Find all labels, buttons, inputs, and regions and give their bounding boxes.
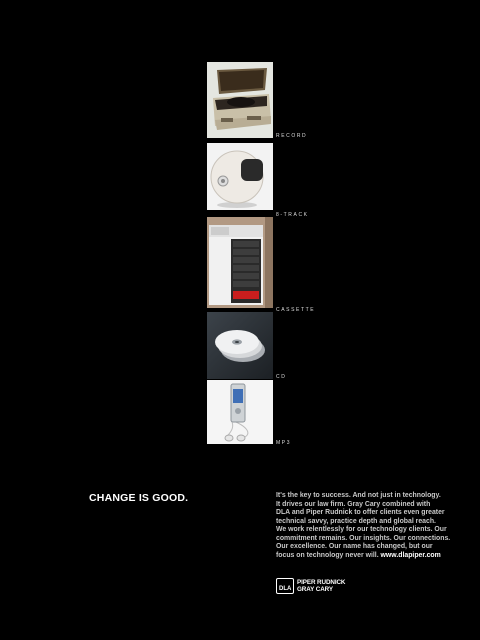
body-line: DLA and Piper Rudnick to offer clients even greater [276,509,445,517]
logo-line-2: GRAY CARY [297,586,333,593]
body-line: We work relentlessly for our technology clients. Our [276,526,447,534]
body-line: technical savvy, practice depth and global reach. [276,517,436,525]
mp3-player-photo [207,380,273,444]
body-line: It's the key to success. And not just in technology. [276,492,441,499]
body-line: It drives our law firm. Gray Cary combined with [276,500,431,508]
body-line: commitment remains. Our insights. Our connections. [276,534,451,542]
caption-record: RECORD [276,133,308,139]
logo-wordmark [297,579,345,593]
headline: CHANGE IS GOOD. [89,492,189,504]
website-link[interactable]: www.dlapiper.com [380,551,441,559]
cd-photo [207,312,273,379]
body-line: Our excellence. Our name has changed, but our [276,543,433,551]
company-logo [276,578,345,594]
body-line: focus on technology never will. [276,551,379,559]
body-copy [276,492,466,560]
body-line-last [276,552,466,561]
dla-mark-icon: DLA [276,578,294,594]
logo-line-1: PIPER RUDNICK [297,579,346,586]
8-track-player-photo [207,143,273,210]
caption-cassette: CASSETTE [276,307,316,313]
record-player-photo [207,62,273,138]
caption-mp3: MP3 [276,440,292,446]
caption-8-track: 8-TRACK [276,212,309,218]
cassette-deck-photo [207,217,273,308]
caption-cd: CD [276,374,287,380]
